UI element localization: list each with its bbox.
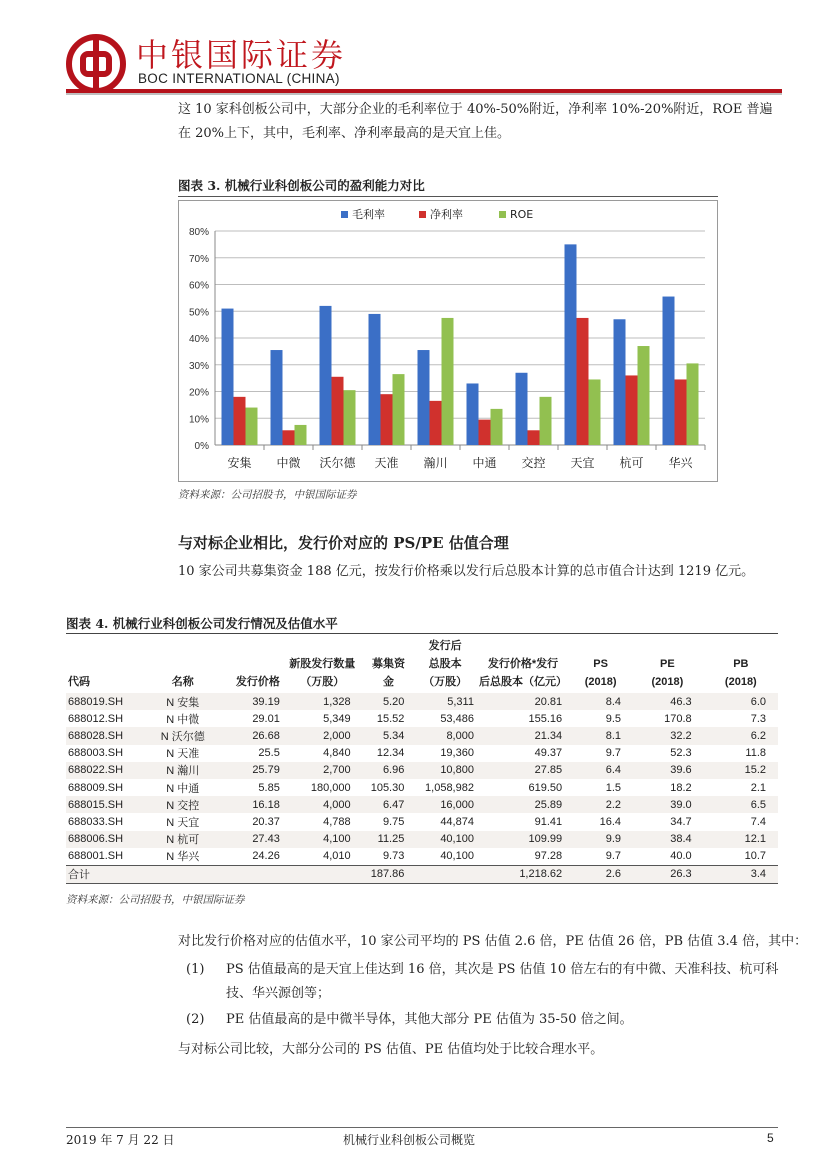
cell-code: 688009.SH bbox=[68, 781, 124, 794]
col-shares: 新股发行数量 （万股） bbox=[289, 658, 356, 688]
y-tick-label: 80% bbox=[188, 227, 209, 238]
analysis-paragraph: 对比发行价格对应的估值水平，10 家公司平均的 PS 估值 2.6 倍，PE 估值 26 倍，PB 估值 3.4 倍，其中： bbox=[178, 934, 808, 949]
brand-name-cn: 中银国际证券 bbox=[136, 36, 347, 74]
table-row bbox=[66, 745, 778, 762]
list-item-number: (1) bbox=[186, 962, 205, 977]
cell-name: N 天宜 bbox=[166, 816, 200, 829]
cell-ps: 2.2 bbox=[570, 796, 631, 813]
cell-pe: 52.3 bbox=[670, 747, 692, 760]
cell-price: 24.26 bbox=[252, 850, 280, 863]
col-market-cap: 发行价格*发行 后总股本（亿元） bbox=[479, 658, 568, 688]
cell-raised: 105.30 bbox=[370, 781, 405, 794]
cell-pb: 12.1 bbox=[704, 831, 778, 848]
cell-price: 39.19 bbox=[234, 693, 282, 710]
total-cell-total-shares bbox=[414, 865, 476, 883]
col-price: 发行价格 bbox=[235, 676, 280, 688]
bar-净利率-瀚川 bbox=[430, 401, 442, 445]
cell-price: 5.85 bbox=[258, 781, 280, 794]
cell-total-shares: 40,100 bbox=[440, 850, 474, 863]
table-row bbox=[66, 848, 778, 866]
total-cell-ps: 2.6 bbox=[570, 865, 631, 883]
cell-name: N 天准 bbox=[166, 748, 200, 761]
cell-raised: 9.73 bbox=[382, 850, 405, 863]
cell-raised: 6.47 bbox=[363, 796, 415, 813]
cell-pe: 40.0 bbox=[670, 850, 692, 863]
cell-price: 29.01 bbox=[252, 712, 280, 725]
cell-price: 25.5 bbox=[258, 747, 280, 760]
cell-pb: 11.8 bbox=[745, 747, 766, 760]
cell-name: N 中微 bbox=[166, 713, 200, 726]
cell-ps: 9.5 bbox=[605, 712, 622, 725]
bar-ROE-沃尔德 bbox=[344, 390, 356, 445]
total-cell-market-cap: 1,218.62 bbox=[476, 865, 570, 883]
bar-毛利率-瀚川 bbox=[418, 350, 430, 445]
table-row bbox=[66, 831, 778, 848]
cell-ps: 6.4 bbox=[570, 762, 631, 779]
cell-ps: 1.5 bbox=[605, 781, 622, 794]
x-tick-label: 安集 bbox=[227, 456, 252, 470]
bar-ROE-瀚川 bbox=[442, 318, 454, 445]
section-title: 与对标企业相比，发行价对应的 PS/PE 估值合理 bbox=[178, 534, 509, 552]
bar-净利率-天准 bbox=[381, 394, 393, 445]
brand-name-en: BOC INTERNATIONAL (CHINA) bbox=[138, 71, 340, 86]
table-total-row bbox=[66, 865, 778, 883]
x-tick-label: 天宜 bbox=[570, 456, 595, 470]
bar-ROE-天宜 bbox=[589, 379, 601, 445]
bar-chart bbox=[179, 201, 717, 481]
list-item-number: (2) bbox=[186, 1012, 205, 1027]
bar-净利率-中通 bbox=[479, 420, 491, 445]
bar-ROE-华兴 bbox=[687, 363, 699, 445]
cell-raised: 11.25 bbox=[363, 831, 415, 848]
cell-code: 688028.SH bbox=[66, 727, 132, 744]
y-tick-label: 20% bbox=[188, 387, 209, 399]
cell-name: N 安集 bbox=[132, 693, 234, 710]
legend-swatch bbox=[419, 211, 426, 218]
cell-code: 688006.SH bbox=[66, 831, 132, 848]
boc-logo-icon bbox=[66, 34, 126, 94]
table-row bbox=[66, 693, 778, 710]
y-tick-label: 70% bbox=[188, 253, 209, 265]
footer-rule bbox=[66, 1127, 778, 1128]
total-cell-raised: 187.86 bbox=[363, 865, 415, 883]
cell-price: 25.79 bbox=[234, 762, 282, 779]
bar-ROE-天准 bbox=[393, 374, 405, 445]
cell-market-cap: 97.28 bbox=[534, 850, 563, 863]
bar-净利率-华兴 bbox=[675, 379, 687, 445]
bar-净利率-安集 bbox=[234, 397, 246, 445]
legend-label: 净利率 bbox=[430, 208, 463, 221]
cell-market-cap: 21.34 bbox=[476, 727, 570, 744]
cell-name: N 交控 bbox=[132, 796, 234, 813]
figure3-title: 图表 3. 机械行业科创板公司的盈利能力对比 bbox=[178, 178, 425, 193]
x-tick-label: 交控 bbox=[521, 456, 546, 470]
cell-pe: 170.8 bbox=[664, 712, 692, 725]
cell-price: 27.43 bbox=[234, 831, 282, 848]
table-row bbox=[66, 710, 778, 727]
cell-total-shares: 5,311 bbox=[414, 693, 476, 710]
cell-shares: 180,000 bbox=[310, 781, 351, 794]
section-paragraph: 10 家公司共募集资金 188 亿元，按发行价格乘以发行后总股本计算的总市值合计达到 1219 亿元。 bbox=[178, 564, 755, 579]
cell-raised: 12.34 bbox=[376, 747, 405, 760]
bar-净利率-天宜 bbox=[577, 318, 589, 445]
bar-ROE-安集 bbox=[246, 408, 258, 445]
cell-code: 688019.SH bbox=[66, 693, 132, 710]
col-pb: PB (2018) bbox=[724, 658, 757, 688]
bar-净利率-交控 bbox=[528, 430, 540, 445]
cell-total-shares: 16,000 bbox=[414, 796, 476, 813]
table-row bbox=[66, 779, 778, 796]
cell-pb: 15.2 bbox=[704, 762, 778, 779]
cell-market-cap: 20.81 bbox=[476, 693, 570, 710]
bar-ROE-中通 bbox=[491, 409, 503, 445]
total-cell-pb: 3.4 bbox=[704, 865, 778, 883]
cell-ps: 8.1 bbox=[570, 727, 631, 744]
y-tick-label: 40% bbox=[188, 334, 209, 345]
figure4-title: 图表 4. 机械行业科创板公司发行情况及估值水平 bbox=[66, 616, 338, 631]
total-cell-code: 合计 bbox=[66, 865, 132, 883]
list-item-text: PS 估值最高的是天宜上佳达到 16 倍，其次是 PS 估值 10 倍左右的有中微、天准科技、杭可科技、华兴源创等； bbox=[226, 962, 779, 1001]
legend-swatch bbox=[499, 211, 506, 218]
x-tick-label: 杭可 bbox=[619, 456, 644, 470]
col-name: 名称 bbox=[171, 676, 194, 688]
legend-label: 毛利率 bbox=[352, 208, 385, 221]
bar-净利率-沃尔德 bbox=[332, 377, 344, 445]
cell-pb: 7.3 bbox=[750, 712, 766, 725]
cell-total-shares: 8,000 bbox=[414, 727, 476, 744]
legend-swatch bbox=[341, 211, 348, 218]
cell-market-cap: 91.41 bbox=[534, 815, 563, 828]
cell-pe: 46.3 bbox=[631, 693, 704, 710]
cell-ps: 9.7 bbox=[605, 747, 622, 760]
bar-毛利率-安集 bbox=[222, 309, 234, 445]
cell-total-shares: 44,874 bbox=[440, 815, 474, 828]
cell-raised: 6.96 bbox=[363, 762, 415, 779]
cell-shares: 2,700 bbox=[282, 762, 363, 779]
cell-price: 20.37 bbox=[252, 815, 280, 828]
cell-shares: 4,100 bbox=[282, 831, 363, 848]
cell-shares: 1,328 bbox=[282, 693, 363, 710]
cell-shares: 5,349 bbox=[323, 712, 351, 725]
figure3-source: 资料来源：公司招股书，中银国际证券 bbox=[178, 489, 357, 501]
cell-market-cap: 109.99 bbox=[476, 831, 570, 848]
bar-净利率-中微 bbox=[283, 430, 295, 445]
table-header-row bbox=[66, 637, 778, 693]
cell-ps: 8.4 bbox=[570, 693, 631, 710]
table-top-rule bbox=[66, 633, 778, 634]
cell-pe: 39.0 bbox=[631, 796, 704, 813]
cell-market-cap: 49.37 bbox=[534, 747, 563, 760]
cell-ps: 9.7 bbox=[605, 850, 622, 863]
cell-market-cap: 619.50 bbox=[528, 781, 563, 794]
x-tick-label: 华兴 bbox=[668, 456, 693, 470]
cell-total-shares: 40,100 bbox=[414, 831, 476, 848]
footer-date: 2019 年 7 月 22 日 bbox=[66, 1133, 175, 1147]
bar-毛利率-天准 bbox=[369, 314, 381, 445]
cell-raised: 15.52 bbox=[376, 712, 405, 725]
cell-ps: 9.9 bbox=[570, 831, 631, 848]
bar-毛利率-沃尔德 bbox=[320, 306, 332, 445]
y-tick-label: 30% bbox=[188, 360, 209, 372]
cell-pb: 2.1 bbox=[750, 781, 766, 794]
cell-code: 688012.SH bbox=[68, 712, 124, 725]
cell-name: N 华兴 bbox=[166, 851, 200, 864]
cell-price: 26.68 bbox=[234, 727, 282, 744]
col-raised: 募集资 金 bbox=[372, 658, 405, 688]
cell-pe: 32.2 bbox=[631, 727, 704, 744]
bar-毛利率-中通 bbox=[467, 383, 479, 445]
y-tick-label: 60% bbox=[188, 280, 209, 292]
total-cell-price bbox=[234, 865, 282, 883]
bar-净利率-杭可 bbox=[626, 375, 638, 445]
cell-name: N 杭可 bbox=[132, 831, 234, 848]
cell-market-cap: 27.85 bbox=[476, 762, 570, 779]
cell-shares: 4,840 bbox=[323, 747, 351, 760]
table-row bbox=[66, 813, 778, 830]
y-tick-label: 0% bbox=[194, 441, 209, 452]
y-tick-label: 10% bbox=[188, 414, 209, 426]
ipo-valuation-table bbox=[66, 637, 778, 884]
table-row bbox=[66, 727, 778, 744]
col-total-shares: 发行后 总股本 （万股） bbox=[423, 640, 468, 688]
cell-name: N 瀚川 bbox=[132, 762, 234, 779]
cell-market-cap: 155.16 bbox=[528, 712, 563, 725]
cell-raised: 5.34 bbox=[363, 727, 415, 744]
cell-code: 688001.SH bbox=[68, 850, 124, 863]
bar-ROE-交控 bbox=[540, 397, 552, 445]
bar-毛利率-天宜 bbox=[565, 244, 577, 445]
cell-raised: 9.75 bbox=[382, 815, 405, 828]
cell-total-shares: 1,058,982 bbox=[425, 781, 474, 794]
col-ps: PS (2018) bbox=[584, 658, 617, 688]
figure4-source: 资料来源：公司招股书，中银国际证券 bbox=[66, 894, 245, 906]
cell-total-shares: 19,360 bbox=[440, 747, 474, 760]
y-tick-label: 50% bbox=[188, 307, 209, 319]
cell-code: 688003.SH bbox=[68, 747, 124, 760]
bar-毛利率-华兴 bbox=[663, 297, 675, 445]
footer-title: 机械行业科创板公司概览 bbox=[343, 1133, 476, 1147]
cell-shares: 4,000 bbox=[282, 796, 363, 813]
bar-ROE-中微 bbox=[295, 425, 307, 445]
x-tick-label: 瀚川 bbox=[423, 456, 448, 470]
legend-label: ROE bbox=[510, 208, 534, 221]
cell-shares: 2,000 bbox=[282, 727, 363, 744]
cell-pe: 18.2 bbox=[670, 781, 692, 794]
col-code: 代码 bbox=[68, 676, 90, 688]
cell-code: 688015.SH bbox=[66, 796, 132, 813]
cell-code: 688033.SH bbox=[68, 815, 124, 828]
x-tick-label: 中通 bbox=[472, 456, 497, 470]
profitability-chart bbox=[178, 200, 718, 482]
cell-pb: 6.0 bbox=[704, 693, 778, 710]
bar-ROE-杭可 bbox=[638, 346, 650, 445]
cell-market-cap: 25.89 bbox=[476, 796, 570, 813]
cell-price: 16.18 bbox=[234, 796, 282, 813]
list-item-text: PE 估值最高的是中微半导体，其他大部分 PE 估值为 35-50 倍之间。 bbox=[226, 1012, 633, 1027]
bar-毛利率-杭可 bbox=[614, 319, 626, 445]
cell-pe: 34.7 bbox=[670, 815, 692, 828]
cell-shares: 4,010 bbox=[323, 850, 351, 863]
bar-毛利率-中微 bbox=[271, 350, 283, 445]
intro-paragraph: 这 10 家科创板公司中，大部分企业的毛利率位于 40%-50%附近，净利率 10%-20%附近，ROE 普遍在 20%上下，其中，毛利率、净利率最高的是天宜上佳。 bbox=[178, 102, 773, 141]
table-row bbox=[66, 796, 778, 813]
cell-shares: 4,788 bbox=[323, 815, 351, 828]
cell-total-shares: 10,800 bbox=[414, 762, 476, 779]
cell-pb: 6.5 bbox=[704, 796, 778, 813]
cell-pb: 7.4 bbox=[750, 815, 766, 828]
bar-毛利率-交控 bbox=[516, 373, 528, 445]
cell-pe: 39.6 bbox=[631, 762, 704, 779]
cell-raised: 5.20 bbox=[363, 693, 415, 710]
col-pe: PE (2018) bbox=[651, 658, 684, 688]
cell-ps: 16.4 bbox=[599, 815, 622, 828]
total-cell-shares bbox=[282, 865, 363, 883]
conclusion-paragraph: 与对标公司比较，大部分公司的 PS 估值、PE 估值均处于比较合理水平。 bbox=[178, 1042, 604, 1057]
cell-name: N 中通 bbox=[166, 782, 200, 795]
x-tick-label: 天准 bbox=[374, 456, 399, 470]
figure3-title-rule bbox=[178, 196, 718, 197]
cell-name: N 沃尔德 bbox=[132, 727, 234, 744]
x-tick-label: 中微 bbox=[276, 456, 301, 470]
cell-pb: 10.7 bbox=[744, 850, 766, 863]
cell-code: 688022.SH bbox=[66, 762, 132, 779]
cell-pb: 6.2 bbox=[704, 727, 778, 744]
table-row bbox=[66, 762, 778, 779]
x-tick-label: 沃尔德 bbox=[319, 456, 356, 470]
page-number: 5 bbox=[767, 1131, 774, 1145]
cell-pe: 38.4 bbox=[631, 831, 704, 848]
total-cell-name bbox=[132, 865, 234, 883]
header-divider-shadow bbox=[66, 93, 782, 95]
cell-total-shares: 53,486 bbox=[440, 712, 474, 725]
total-cell-pe: 26.3 bbox=[631, 865, 704, 883]
